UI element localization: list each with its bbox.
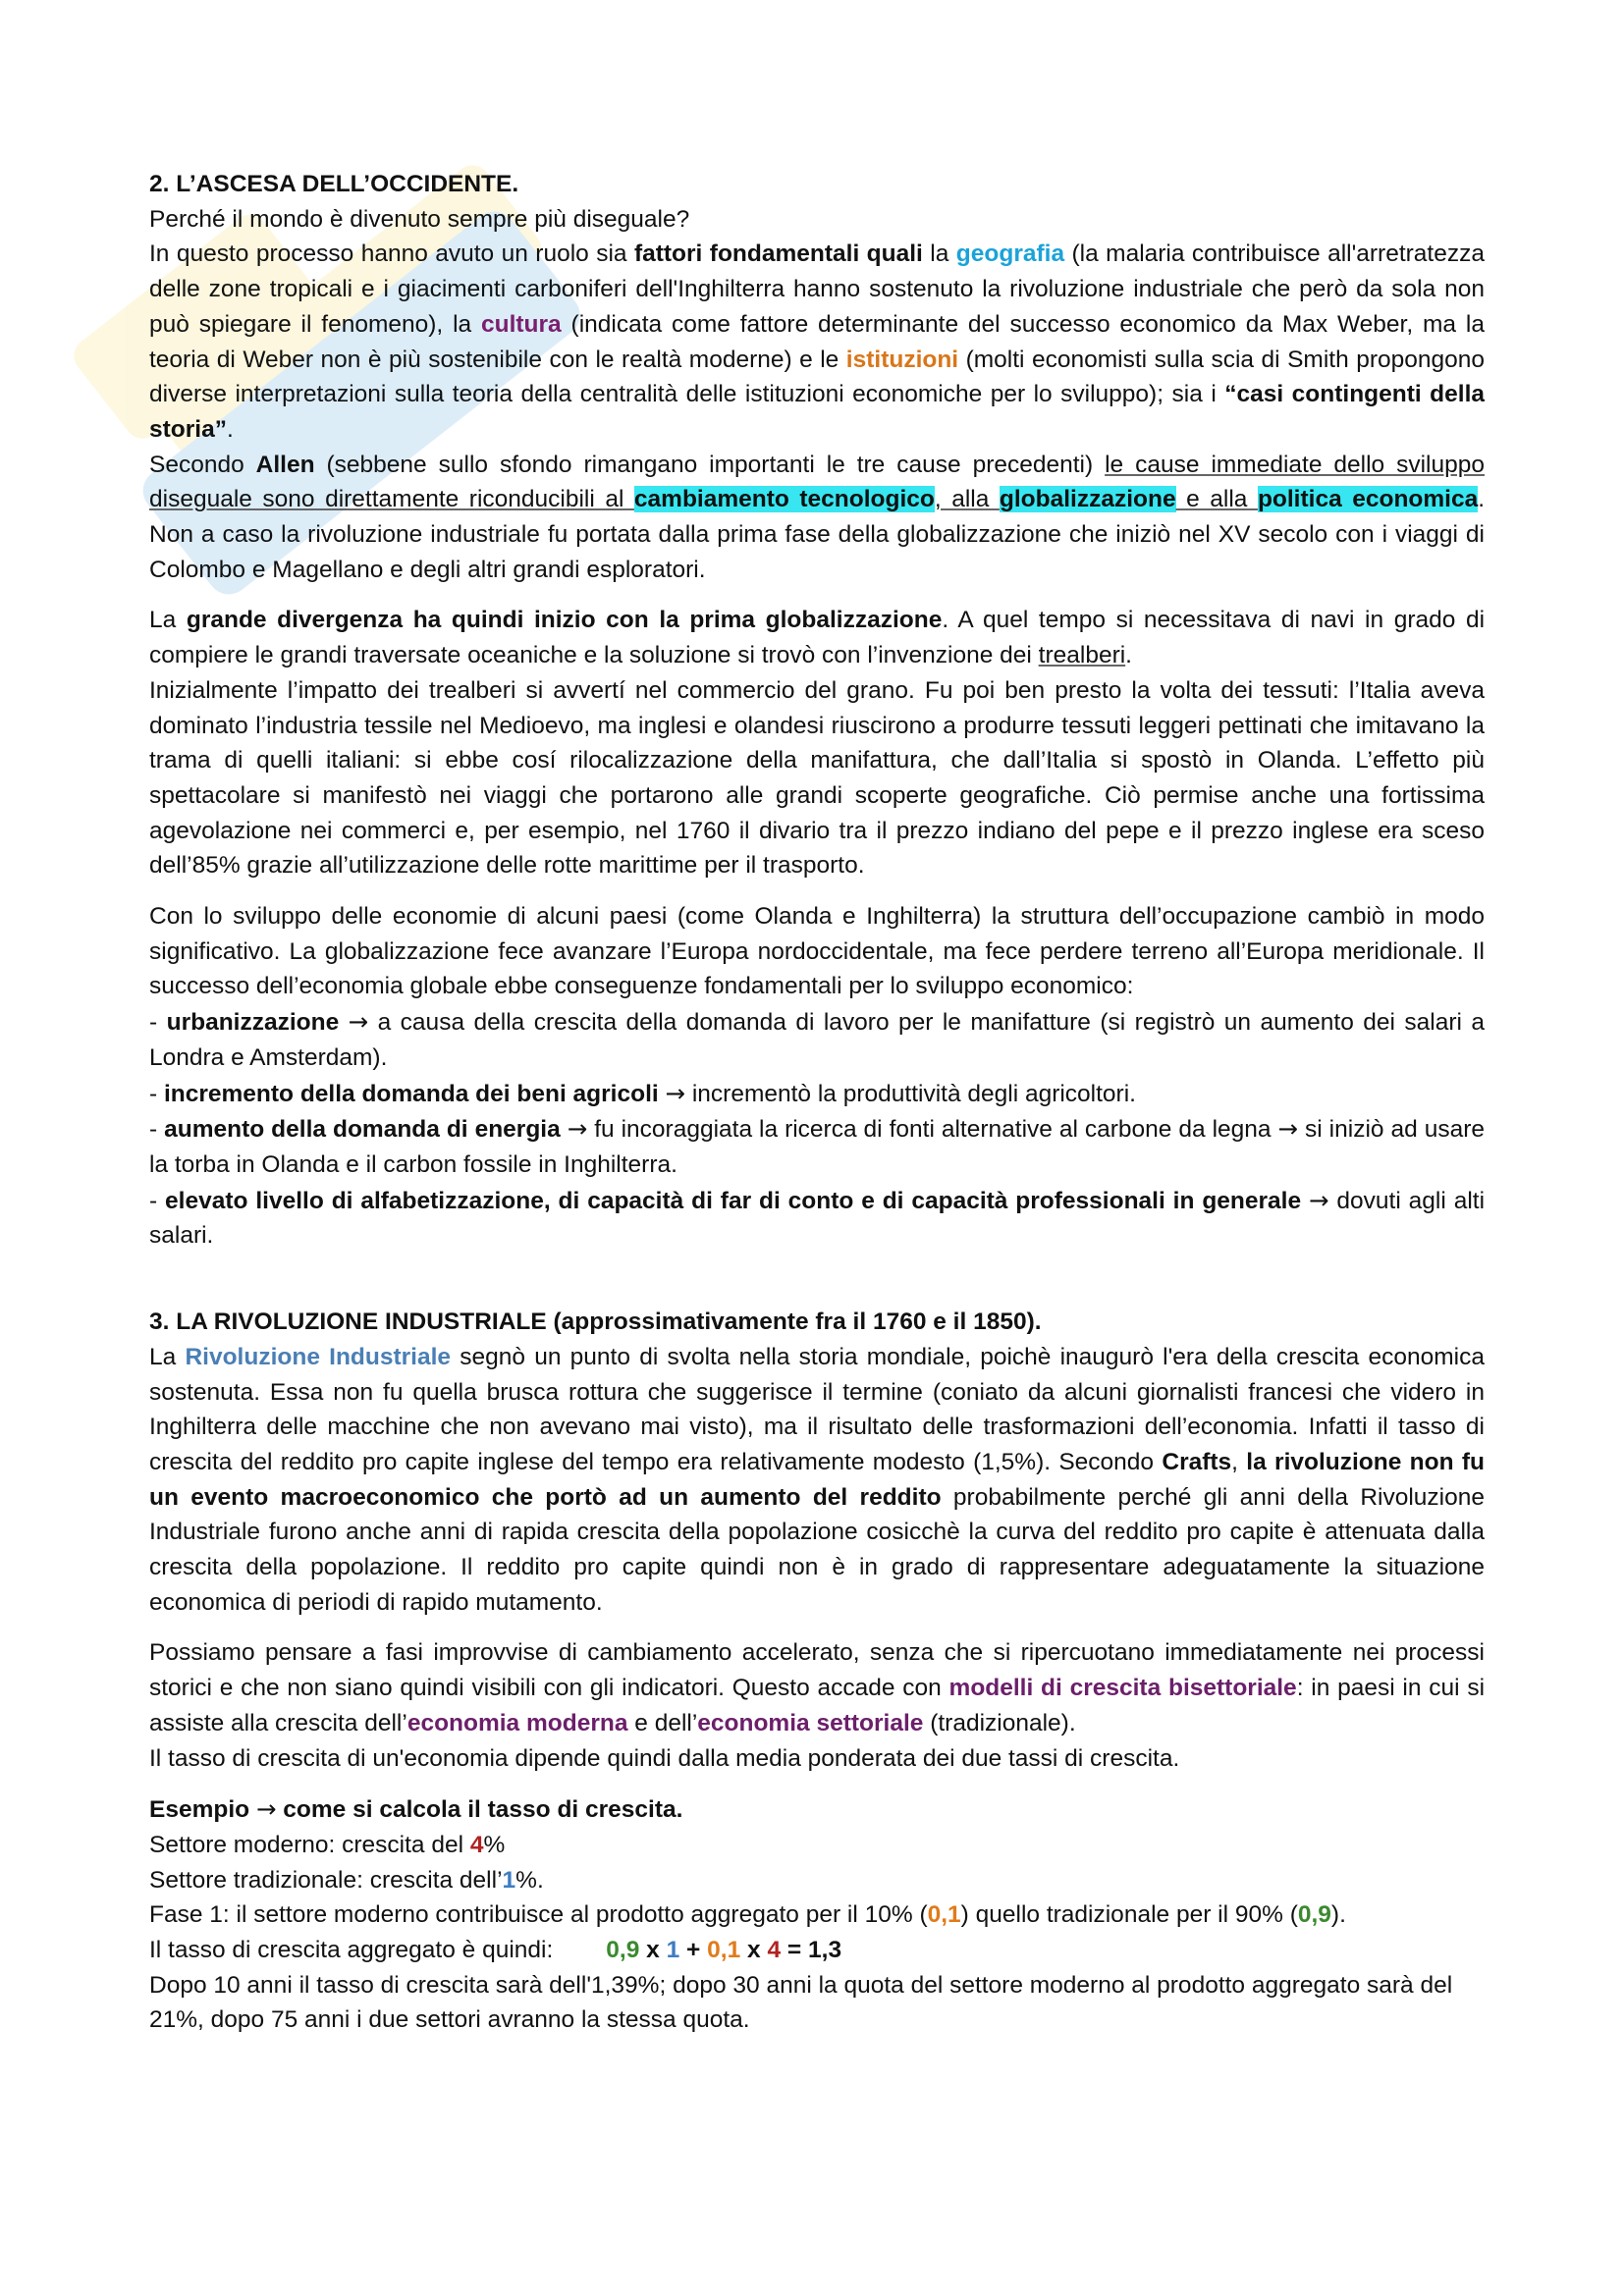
- keyword-rivoluzione-industriale: Rivoluzione Industriale: [185, 1343, 452, 1370]
- section-3-paragraph-2: Possiamo pensare a fasi improvvise di cambiamento accelerato, senza che si ripercuotano immediatamente nei processi storici e che non siano quindi visibili con gli indicatori. Questo accade con modelli di crescita bisettoriale: in paesi in cui si assiste alla crescita dell’economia moderna e dell’economia settoriale (tradizionale).: [149, 1639, 1486, 1736]
- section-3-paragraph-3: Il tasso di crescita di un'economia dipende quindi dalla media ponderata dei due tassi di crescita.: [149, 1744, 1180, 1772]
- keyword-cultura: cultura: [481, 310, 562, 338]
- section-3-paragraph-1: La Rivoluzione Industriale segnò un punto di svolta nella storia mondiale, poichè inaugurò l'era della crescita economica sostenuta. Essa non fu quella brusca rottura che suggerisce il termine (coniato da alcuni giornalisti francesi che videro in Inghilterra delle macchine che non avevano mai visto), ma il risultato delle trasformazioni dell’economia. Infatti il tasso di crescita del reddito pro capite inglese del tempo era relativamente modesto (1,5%). Secondo Crafts, la rivoluzione non fu un evento macroeconomico che portò ad un aumento del reddito probabilmente perché gli anni della Rivoluzione Industriale furono anche anni di rapida crescita della popolazione cosicchè la curva del reddito pro capite è attenuata dalla crescita della popolazione. Il reddito pro capite quindi non è in grado di rappresentare adeguatamente la situazione economica di periodi di rapido mutamento.: [149, 1343, 1485, 1616]
- highlight-cambiamento-tecnologico: cambiamento tecnologico: [633, 486, 935, 513]
- keyword-geografia: geografia: [955, 240, 1065, 268]
- section-2-paragraph-2: Secondo Allen (sebbene sullo sfondo rimangano importanti le tre cause precedenti) le cause immediate dello sviluppo diseguale sono direttamente riconducibili al cambiamento tecnologico, alla globalizzazione e alla politica economica. Non a caso la rivoluzione industriale fu portata dalla prima fase della globalizzazione che iniziò nel XV secolo con i viaggi di Colombo e Magellano e degli altri grandi esploratori.: [149, 451, 1486, 583]
- arrow-right-icon: →: [1277, 1114, 1299, 1144]
- keyword-economia-settoriale: economia settoriale: [697, 1709, 924, 1736]
- arrow-right-icon: →: [348, 1007, 369, 1037]
- section-2-paragraph-1: In questo processo hanno avuto un ruolo sia fattori fondamentali quali la geografia (la malaria contribuisce all'arretratezza delle zone tropicali e i giacimenti carboniferi dell'Inghilterra hanno sostenuto la rivoluzione industriale che però da sola non può spiegare il fenomeno), la cultura (indicata come fattore determinante del successo economico da Max Weber, ma la teoria di Weber non è più sostenibile con le realtà moderne) e le istituzioni (molti economisti sulla scia di Smith propongono diverse interpretazioni sulla teoria della centralità delle istituzioni economiche per lo sviluppo); sia i “casi contingenti della storia”.: [149, 240, 1485, 443]
- list-item-urbanizzazione: - urbanizzazione → a causa della crescita della domanda di lavoro per le manifatture (si registrò un aumento dei salari a Londra e Amsterdam).: [149, 1007, 1485, 1071]
- section-2-paragraph-4: Inizialmente l’impatto dei trealberi si avvertí nel commercio del grano. Fu poi ben presto la volta dei tessuti: l’Italia aveva dominato l’industria tessile nel Medioevo, ma inglesi e olandesi riuscirono a produrre tessuti leggeri pettinati che imitavano la trama di quelli italiani: si ebbe cosí rilocalizzazione della manifattura, che dall’Italia si spostò in Olanda. L’effetto più spettacolare si manifestò nei viaggi che portarono alle grandi scoperte geografiche. Ciò permise anche una fortissima agevolazione nei commerci e, per esempio, nel 1760 il divario tra il prezzo indiano del pepe e il prezzo inglese era sceso dell’85% grazie all’utilizzazione delle rotte marittime per il trasporto.: [149, 676, 1485, 880]
- section-2-title: 2. L’ASCESA DELL’OCCIDENTE.: [149, 171, 519, 197]
- example-heading: Esempio → come si calcola il tasso di crescita.: [149, 1794, 683, 1824]
- list-item-domanda-agricoli: - incremento della domanda dei beni agricoli → incrementò la produttività degli agricoltori.: [149, 1078, 1136, 1107]
- document-page: [149, 167, 1485, 2038]
- example-line-conclusion: Dopo 10 anni il tasso di crescita sarà dell'1,39%; dopo 30 anni la quota del settore moderno al prodotto aggregato sarà del 21%, dopo 75 anni i due settori avranno la stessa quota.: [149, 1971, 1453, 2034]
- section-2-paragraph-5: Con lo sviluppo delle economie di alcuni paesi (come Olanda e Inghilterra) la struttura dell’occupazione cambiò in modo significativo. La globalizzazione fece avanzare l’Europa nordoccidentale, ma fece perdere terreno all’Europa meridionale. Il successo dell’economia globale ebbe conseguenze fondamentali per lo sviluppo economico:: [149, 903, 1485, 1000]
- highlight-globalizzazione: globalizzazione: [999, 486, 1176, 513]
- example-line-fase-1: Fase 1: il settore moderno contribuisce al prodotto aggregato per il 10% (0,1) quello tradizionale per il 90% (0,9).: [149, 1901, 1346, 1929]
- section-2-subtitle: Perché il mondo è divenuto sempre più diseguale?: [149, 205, 690, 233]
- arrow-right-icon: →: [1309, 1185, 1329, 1214]
- example-line-formula: Il tasso di crescita aggregato è quindi: 0,9 x 1 + 0,1 x 4 = 1,3: [149, 1937, 842, 1964]
- arrow-right-icon: →: [255, 1794, 277, 1824]
- section-2-paragraph-3: La grande divergenza ha quindi inizio con la prima globalizzazione. A quel tempo si necessitava di navi in grado di compiere le grandi traversate oceaniche e la soluzione si trovò con l’invenzione dei trealberi.: [149, 607, 1486, 669]
- section-3-title: 3. LA RIVOLUZIONE INDUSTRIALE (approssimativamente fra il 1760 e il 1850).: [149, 1308, 1042, 1336]
- keyword-modelli-bisettoriale: modelli di crescita bisettoriale: [948, 1675, 1297, 1702]
- arrow-right-icon: →: [665, 1078, 686, 1107]
- list-item-domanda-energia: - aumento della domanda di energia → fu incoraggiata la ricerca di fonti alternative al carbone da legna → si iniziò ad usare la torba in Olanda e il carbon fossile in Inghilterra.: [149, 1114, 1485, 1178]
- keyword-istituzioni: istituzioni: [845, 346, 959, 373]
- list-item-alfabetizzazione: - elevato livello di alfabetizzazione, di capacità di far di conto e di capacità professionali in generale → dovuti agli alti salari.: [149, 1185, 1486, 1250]
- example-line-moderno: Settore moderno: crescita del 4%: [149, 1831, 506, 1858]
- keyword-economia-moderna: economia moderna: [406, 1709, 628, 1736]
- arrow-right-icon: →: [567, 1114, 588, 1144]
- example-line-tradizionale: Settore tradizionale: crescita dell’1%.: [149, 1866, 544, 1894]
- highlight-politica-economica: politica economica: [1257, 486, 1479, 513]
